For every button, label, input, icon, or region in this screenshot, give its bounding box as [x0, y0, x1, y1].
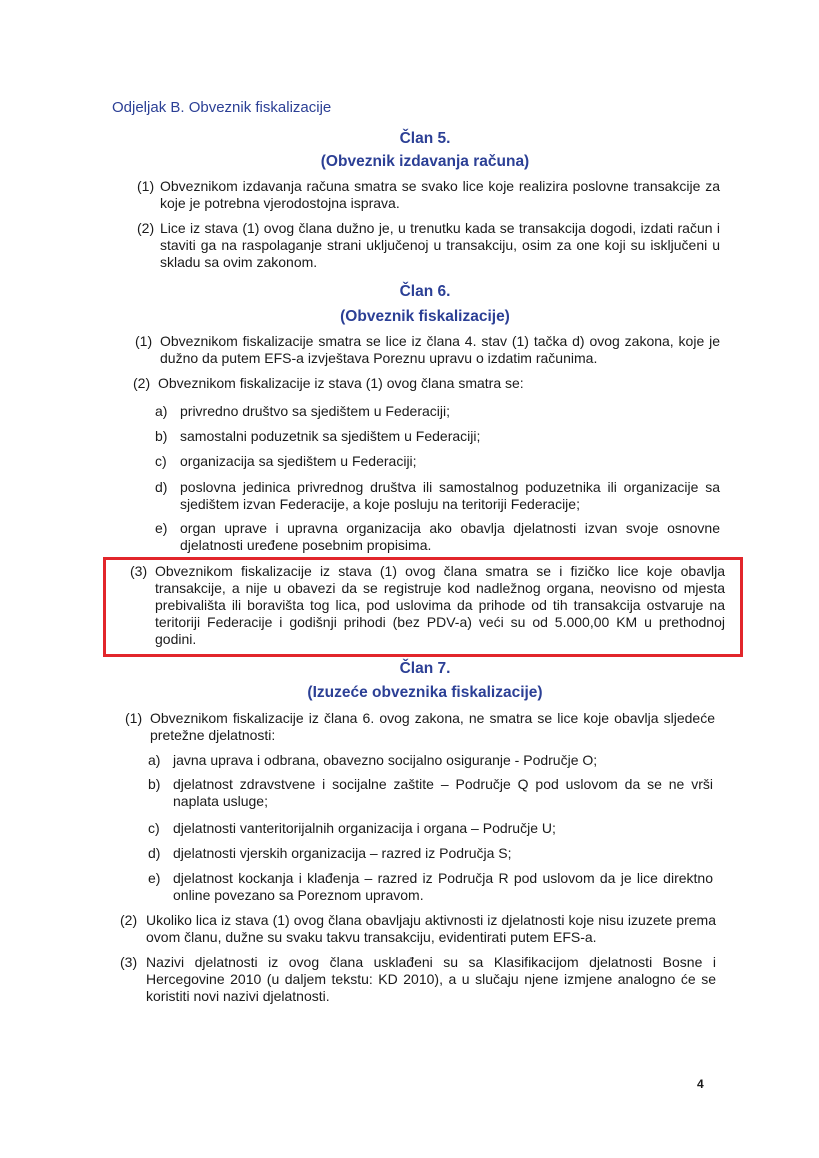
- item-text: organizacija sa sjedištem u Federaciji;: [180, 453, 417, 469]
- paragraph-text: Lice iz stava (1) ovog člana dužno je, u trenutku kada se transakcija dogodi, izdati račun i staviti ga na raspolaganje strani uključenoj u transakciju, osim za one koji su isključeni u skladu sa ovim zakonom.: [160, 220, 720, 270]
- item-letter: c): [155, 453, 167, 469]
- item-text: samostalni poduzetnik sa sjedištem u Federaciji;: [180, 428, 481, 444]
- paragraph-number: (3): [120, 954, 138, 970]
- item-text: javna uprava i odbrana, obavezno socijalno osiguranje - Područje O;: [173, 752, 598, 768]
- paragraph-number: (2): [133, 375, 151, 391]
- page-number: 4: [697, 1077, 704, 1091]
- item-text: poslovna jedinica privrednog društva ili samostalnog poduzetnika ili organizacije sa sjedištem izvan Federacije, a koje posluju na teritoriji Federacije;: [180, 479, 720, 512]
- article-6-subtitle: (Obveznik fiskalizacije): [340, 308, 510, 325]
- item-letter: b): [155, 428, 168, 444]
- item-text: privredno društvo sa sjedištem u Federaciji;: [180, 403, 451, 419]
- item-text: djelatnosti vanteritorijalnih organizacija i organa – Područje U;: [173, 820, 556, 836]
- item-letter: d): [155, 479, 168, 495]
- item-letter: e): [148, 870, 161, 886]
- paragraph-text: Ukoliko lica iz stava (1) ovog člana obavljaju aktivnosti iz djelatnosti koje nisu izuzete prema ovom članu, dužne su svaku takvu transakciju, evidentirati putem EFS-a.: [146, 912, 716, 945]
- article-6-title: Član 6.: [399, 283, 451, 300]
- paragraph-number: (3): [130, 563, 148, 579]
- paragraph-text: Obveznikom fiskalizacije iz stava (1) ovog člana smatra se:: [158, 375, 524, 391]
- paragraph-text: Nazivi djelatnosti iz ovog člana usklađeni su sa Klasifikacijom djelatnosti Bosne i Hercegovine 2010 (u daljem tekstu: KD 2010), a u slučaju njene izmjene analogno će se koristiti novi nazivi djelatnosti.: [146, 954, 716, 1004]
- paragraph-number: (1): [137, 178, 155, 194]
- paragraph-number: (1): [125, 710, 143, 726]
- item-text: djelatnost kockanja i klađenja – razred iz Područja R pod uslovom da je lice direktno online povezano sa Poreznom upravom.: [173, 870, 713, 903]
- item-text: djelatnost zdravstvene i socijalne zaštite – Područje Q pod uslovom da se ne vrši naplata usluge;: [173, 776, 713, 809]
- item-letter: c): [148, 820, 160, 836]
- item-text: organ uprave i upravna organizacija ako obavlja djelatnosti izvan svoje osnovne djelatnosti uređene posebnim propisima.: [180, 520, 720, 553]
- paragraph-text: Obveznikom fiskalizacije iz člana 6. ovog zakona, ne smatra se lice koje obavlja sljedeće pretežne djelatnosti:: [150, 710, 715, 743]
- article-7-title: Član 7.: [399, 660, 451, 677]
- section-heading: Odjeljak B. Obveznik fiskalizacije: [112, 99, 332, 116]
- item-letter: e): [155, 520, 168, 536]
- item-letter: a): [155, 403, 168, 419]
- item-letter: b): [148, 776, 161, 792]
- paragraph-text: Obveznikom fiskalizacije smatra se lice iz člana 4. stav (1) tačka d) ovog zakona, koje je dužno da putem EFS-a izvještava Poreznu upravu o izdatim računima.: [160, 333, 720, 366]
- article-5-title: Član 5.: [399, 130, 451, 147]
- paragraph-number: (2): [120, 912, 138, 928]
- article-5-subtitle: (Obveznik izdavanja računa): [320, 153, 530, 170]
- item-letter: d): [148, 845, 161, 861]
- paragraph-text: Obveznikom izdavanja računa smatra se svako lice koje realizira poslovne transakcije za koje je potrebna vjerodostojna isprava.: [160, 178, 720, 211]
- item-letter: a): [148, 752, 161, 768]
- item-text: djelatnosti vjerskih organizacija – razred iz Područja S;: [173, 845, 512, 861]
- paragraph-number: (1): [135, 333, 153, 349]
- article-7-subtitle: (Izuzeće obveznika fiskalizacije): [307, 684, 543, 701]
- paragraph-text: Obveznikom fiskalizacije iz stava (1) ovog člana smatra se i fizičko lice koje obavlja transakcije, a nije u obavezi da se registruje kod nadležnog organa, neovisno od mjesta prebivališta ili boravišta tog lica, pod uslovima da prihode od tih transakcija ostvaruje na teritoriji Federacije i godišnji prihodi (bez PDV-a) veći su od 5.000,00 KM u prethodnoj godini.: [155, 563, 725, 647]
- paragraph-number: (2): [137, 220, 155, 236]
